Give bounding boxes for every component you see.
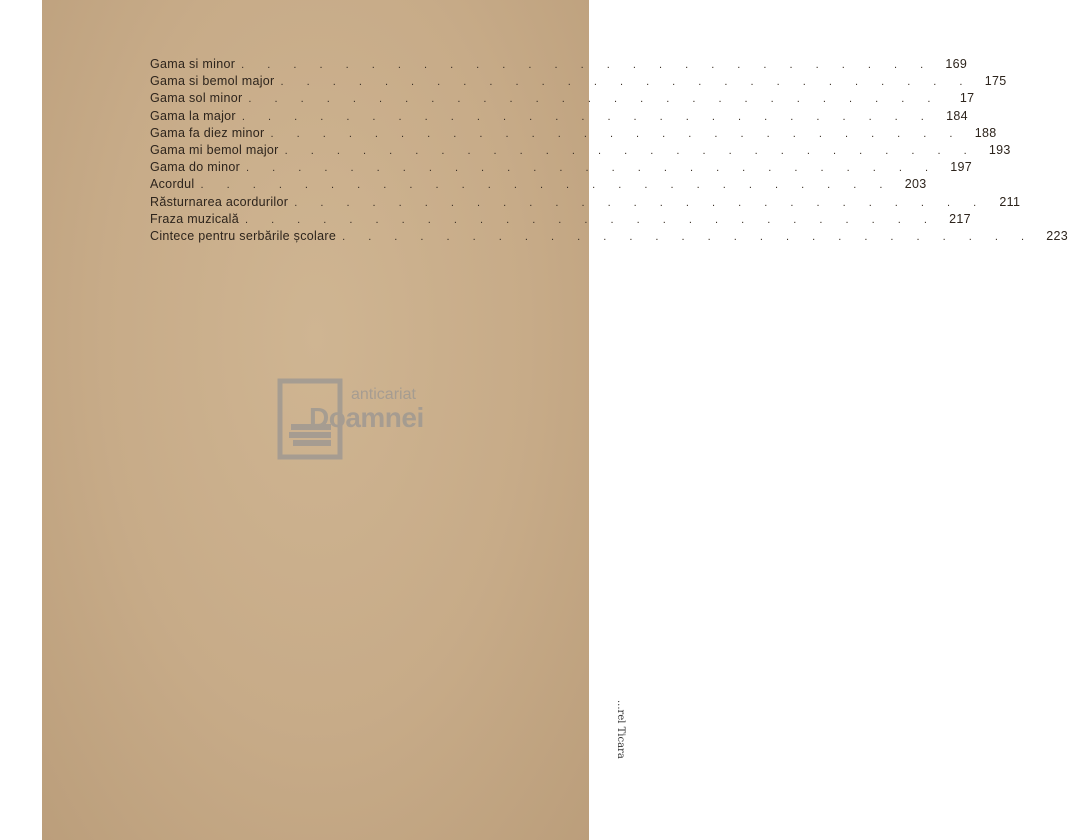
toc-entry-title: Acordul xyxy=(150,177,195,192)
toc-entry-page: 211 xyxy=(999,194,1021,209)
toc-entry-title: Fraza muzicală xyxy=(150,211,239,226)
toc-entry-title: Gama si bemol major xyxy=(150,74,275,89)
toc-entry-page: 223 xyxy=(1046,228,1068,243)
toc-entry-title: Răsturnarea acordurilor xyxy=(150,194,289,209)
toc-entry xyxy=(150,74,1007,91)
toc-entry-page: 184 xyxy=(946,108,968,123)
toc-leader-dots: . . . . . . . . . . . . . . . . . . . . . . . . . . . xyxy=(244,213,937,226)
toc-entry-page: 193 xyxy=(988,142,1011,157)
toc-entry-title: Gama fa diez minor xyxy=(150,125,265,140)
toc-leader-dots: . . . . . . . . . . . . . . . . . . . . . . . . . . . xyxy=(248,93,941,106)
table-of-contents xyxy=(150,57,1068,246)
toc-entry-title: Gama si minor xyxy=(150,57,236,71)
toc-entry xyxy=(150,160,973,177)
toc-entry-page: 197 xyxy=(950,160,973,175)
toc-leader-dots: . . . . . . . . . . . . . . . . . . . . . . . . . . . xyxy=(200,179,893,192)
toc-entry-title: Gama do minor xyxy=(150,160,241,175)
toc-entry-page: 188 xyxy=(974,125,997,140)
toc-entry xyxy=(150,228,1068,246)
toc-entry xyxy=(150,57,968,74)
toc-entry-page: 175 xyxy=(984,74,1007,89)
watermark xyxy=(277,378,457,460)
toc-entry xyxy=(150,91,975,108)
toc-entry-title: Gama la major xyxy=(150,108,236,123)
toc-entry xyxy=(150,108,968,126)
toc-entry-title: Gama mi bemol major xyxy=(150,142,279,157)
toc-entry-page: 17 xyxy=(959,91,975,106)
toc-entry xyxy=(150,142,1011,160)
toc-entry xyxy=(150,125,997,143)
toc-leader-dots: . . . . . . . . . . . . . . . . . . . . . . . . . . . xyxy=(246,162,939,175)
watermark-small-text: anticariat xyxy=(351,386,416,403)
toc-entry-page: 217 xyxy=(949,211,971,226)
toc-leader-dots: . . . . . . . . . . . . . . . . . . . . . . . . . . . xyxy=(241,110,934,123)
toc-entry xyxy=(150,211,971,229)
toc-entry xyxy=(150,177,927,194)
toc-entry-title: Cintece pentru serbările școlare xyxy=(150,228,337,243)
toc-entry xyxy=(150,194,1021,212)
toc-leader-dots: . . . . . . . . . . . . . . . . . . . . . . . . . . . xyxy=(280,76,973,89)
watermark-big-text: Doamnei xyxy=(309,402,424,433)
edge-handwritten-note: ...rel Ticara xyxy=(615,700,626,759)
toc-leader-dots: . . . . . . . . . . . . . . . . . . . . . . . . . . . xyxy=(270,127,963,140)
toc-leader-dots: . . . . . . . . . . . . . . . . . . . . . . . . . . . xyxy=(294,196,987,209)
toc-leader-dots: . . . . . . . . . . . . . . . . . . . . . . . . . . . xyxy=(342,230,1035,243)
toc-leader-dots: . . . . . . . . . . . . . . . . . . . . . . . . . . . xyxy=(284,144,977,157)
toc-leader-dots: . . . . . . . . . . . . . . . . . . . . . . . . . . . xyxy=(241,59,934,71)
toc-entry-page: 203 xyxy=(904,177,927,192)
toc-entry-title: Gama sol minor xyxy=(150,91,243,106)
toc-entry-page: 169 xyxy=(945,57,968,71)
